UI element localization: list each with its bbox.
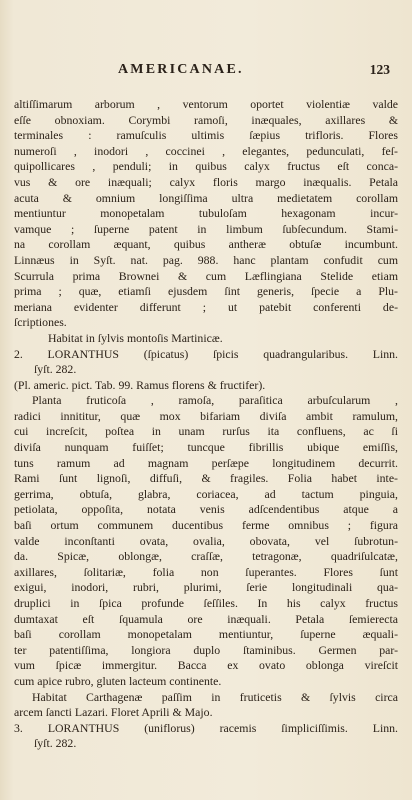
- species-heading: 2. LORANTHUS (ſpicatus) ſpicis quadrangularibus. Linn.: [14, 346, 398, 361]
- text-line: da. Spicæ, oblongæ, craſſæ, tetragonæ, quadriſulcatæ,: [14, 549, 398, 564]
- text-line: ſyſt. 282.: [34, 736, 77, 751]
- text-line: dumtaxat eſt ſquamula ore inæquali. Petala ſemierecta: [14, 611, 398, 626]
- text-line: gerrima, obtuſa, glabra, coriacea, ad tactum pinguia,: [14, 486, 398, 501]
- plate-reference: (Pl. americ. pict. Tab. 99. Ramus florens & fructifer).: [14, 377, 266, 392]
- running-title: AMERICANAE.: [118, 62, 244, 77]
- text-line: cui increſcit, poſtea in unam rurſus ita confluens, ac ſi: [14, 424, 398, 439]
- text-line: Linnæus in Syſt. nat. pag. 988. hanc plantam confudit cum: [14, 252, 398, 267]
- page-number: 123: [369, 62, 390, 77]
- text-line: tuns ramum ad magnam perſæpe longitudinem decurrit.: [14, 455, 398, 470]
- text-line: ſyſt. 282.: [34, 362, 77, 377]
- text-line: exigui, inodori, rubri, plurimi, ſerie longitudinali qua-: [14, 580, 398, 595]
- text-line: valde inconſtanti ovata, ovalia, obovata, vel ſubrotun-: [14, 533, 398, 548]
- text-line: ter patentiſſima, longiora duplo ſtaminibus. Germen par-: [14, 642, 398, 657]
- text-line: Scurrula prima Brownei & cum Læflingiana Stelide etiam: [14, 268, 398, 283]
- text-line: altiſſimarum arborum , ventorum oportet violentiæ valde: [14, 97, 398, 111]
- text-line: druplici in ſpica profunde ſeſſiles. In his calyx fructus: [14, 596, 398, 610]
- text-line: vus & ore inæquali; calyx floris margo inæqualis. Petala: [14, 174, 398, 189]
- text-line: diviſa nunquam fuiſſet; tuncque fibrillis ubique emiſſis,: [14, 440, 398, 455]
- text-line: acuta & omnium longiſſima ultra medietatem corollam: [14, 190, 398, 205]
- text-line: na corollam æquant, quibus antheræ obtuſæ incumbunt.: [14, 237, 398, 252]
- text-line: prima ; quæ, etiamſi ejusdem ſint generis, ſpecie a Plu-: [14, 284, 398, 299]
- text-line: ſcriptiones.: [14, 315, 67, 330]
- habitat-line: Habitat in ſylvis montoſis Martinicæ.: [48, 330, 223, 345]
- text-line: Rami ſunt lignoſi, diffuſi, & fragiles. Folia habet inte-: [14, 471, 398, 486]
- text-line: baſi corollam monopetalam mentiuntur, ſuperne æquali-: [14, 627, 398, 642]
- text-line: Planta fruticoſa , ramoſa, paraſitica arbuſcularum ,: [32, 393, 398, 408]
- text-body: [14, 97, 398, 752]
- text-line: axillares, ſolitariæ, folia non ſuperantes. Flores ſunt: [14, 564, 398, 579]
- text-line: quipollicares , penduli; in quibus calyx fructus eſt conca-: [14, 159, 398, 174]
- text-line: cum apice rubro, gluten lacteum continente.: [14, 673, 222, 688]
- text-line: mentiuntur monopetalam tubuloſam hexagonam incur-: [14, 206, 398, 221]
- species-heading: 3. LORANTHUS (uniflorus) racemis ſimpliciſſimis. Linn.: [14, 720, 398, 735]
- text-line: vamque ; ſuperne patent in limbum ſubſecundum. Stami-: [14, 221, 398, 236]
- text-line: terminales : ramuſculis ultimis ſæpius trifloris. Flores: [14, 128, 398, 143]
- text-line: numeroſi , inodori , coccinei , elegantes, pedunculati, feſ-: [14, 143, 398, 158]
- page-header: [0, 62, 412, 82]
- habitat-line: Habitat Carthagenæ paſſim in fruticetis & ſylvis circa: [32, 689, 398, 704]
- text-line: arcem ſancti Lazari. Floret Aprili & Majo.: [14, 705, 213, 720]
- text-line: radici innititur, quæ mox bifariam diviſa ambit ramulum,: [14, 408, 398, 423]
- text-line: petiolata, oppoſita, notata venis adſcendentibus atque a: [14, 502, 398, 517]
- text-line: vum ſpicæ immergitur. Bacca ex ovato oblonga vireſcit: [14, 658, 398, 673]
- text-line: baſi ortum communem ducentibus ferme omnibus ; figura: [14, 518, 398, 533]
- text-line: meriana evidenter differunt ; ut patebit conferenti de-: [14, 299, 398, 314]
- text-line: eſſe obnoxiam. Corymbi ramoſi, inæquales, axillares &: [14, 112, 398, 127]
